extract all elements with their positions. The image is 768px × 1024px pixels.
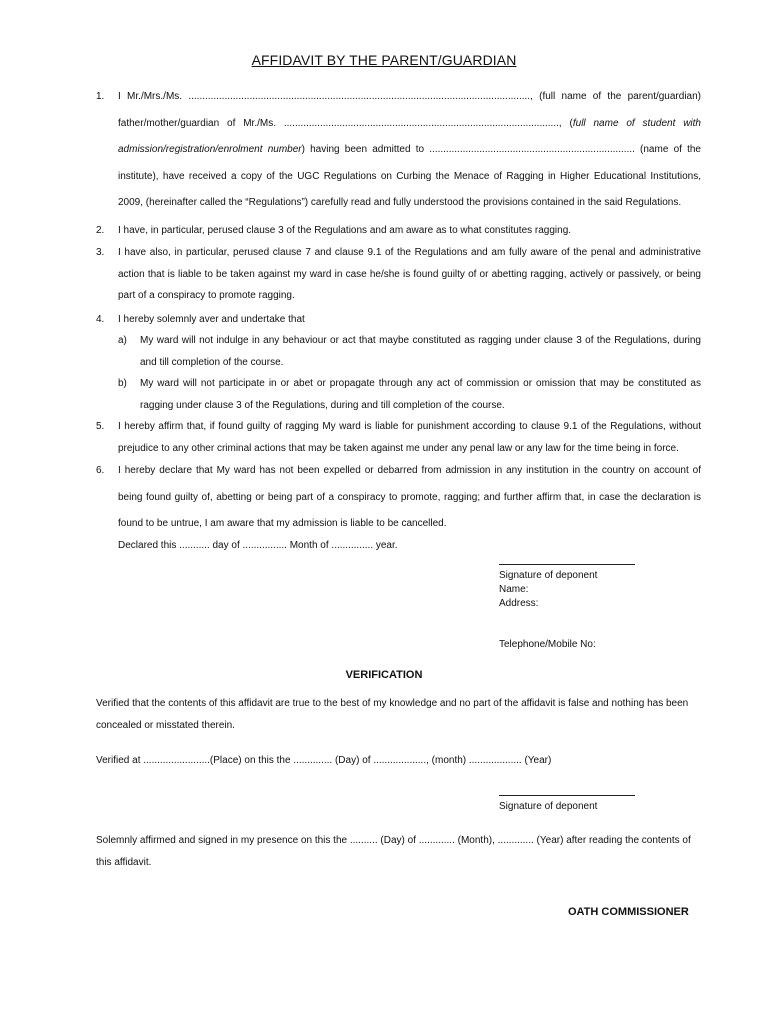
- clause-number: 6.: [96, 465, 105, 476]
- signature-label: Signature of deponent: [499, 801, 598, 812]
- name-label: Name:: [499, 584, 529, 595]
- verified-at-line: Verified at ........................(Place) on this the .............. (Day) of ..................., (month) ................... (Year): [96, 755, 552, 766]
- oath-commissioner-label: OATH COMMISSIONER: [568, 906, 689, 918]
- clause-4a: [118, 330, 701, 373]
- affirmation-statement: Solemnly affirmed and signed in my presence on this the .......... (Day) of ............. (Month), ............. (Year) after reading the contents of this affidavit.: [96, 835, 691, 868]
- clause-2: [96, 220, 701, 242]
- clause-text: [118, 84, 701, 217]
- address-label: Address:: [499, 598, 539, 609]
- deponent-signature-block: [499, 556, 635, 611]
- clause-number: 4.: [96, 314, 105, 325]
- document-title: AFFIDAVIT BY THE PARENT/GUARDIAN: [251, 52, 517, 68]
- clause-text: My ward will not indulge in any behaviour or act that maybe constituted as ragging under clause 3 of the Regulations, during and till completion of the course.: [140, 335, 701, 368]
- clause-number: 1.: [96, 91, 105, 102]
- clause-number: 2.: [96, 225, 105, 236]
- clause-number: 5.: [96, 421, 105, 432]
- verification-signature-block: [499, 787, 635, 814]
- telephone-label: Telephone/Mobile No:: [499, 639, 596, 650]
- signature-line: [499, 556, 635, 565]
- clause-1-text-b: ) having been admitted to .......................................................................... (name of the institute), have received a copy of the UGC Regulations on Curbing the Menace of Ragging in Higher Educational Institutions, 2009, (hereinafter called the “Regulations”) carefully read and fully understood the provisions contained in the said Regulations.: [118, 144, 701, 208]
- clause-4: [96, 309, 701, 331]
- clause-3: [96, 242, 701, 307]
- clause-1-text-italic: full name of student with admission/registration/enrolment number: [118, 117, 701, 155]
- verification-statement: Verified that the contents of this affidavit are true to the best of my knowledge and no part of the affidavit is false and nothing has been concealed or misstated therein.: [96, 698, 689, 731]
- clause-5: [96, 416, 701, 459]
- clause-text: I have, in particular, perused clause 3 of the Regulations and am aware as to what constitutes ragging.: [118, 225, 572, 236]
- clause-number: b): [118, 378, 127, 389]
- signature-label: Signature of deponent: [499, 570, 598, 581]
- clause-1-text-a: I Mr./Mrs./Ms. ..........................................................................................................................., (full name of the parent/guardian) father/mother/guardian of Mr./Ms. ..................................................................................................., (: [118, 91, 701, 129]
- clause-number: a): [118, 335, 127, 346]
- clause-text: I hereby solemnly aver and undertake that: [118, 314, 305, 325]
- clause-number: 3.: [96, 247, 105, 258]
- clause-text: I hereby declare that My ward has not been expelled or debarred from admission in any institution in the country on account of being found guilty of, abetting or being part of a conspiracy to promote, ragging; and further affirm that, in case the declaration is found to be untrue, I am aware that my admission is liable to be cancelled.: [118, 465, 701, 529]
- clause-text: I hereby affirm that, if found guilty of ragging My ward is liable for punishment according to clause 9.1 of the Regulations, without prejudice to any other criminal actions that may be taken against me under any penal law or any law for the time being in force.: [118, 421, 701, 454]
- clause-text: I have also, in particular, perused clause 7 and clause 9.1 of the Regulations and am fully aware of the penal and administrative action that is liable to be taken against my ward in case he/she is found guilty of or abetting ragging, actively or passively, or being part of a conspiracy to promote ragging.: [118, 247, 701, 301]
- clause-6: [96, 458, 701, 538]
- signature-line: [499, 787, 635, 796]
- clause-text: My ward will not participate in or abet or propagate through any act of commission or omission that may be constituted as ragging under clause 3 of the Regulations, during and till completion of the course.: [140, 378, 701, 411]
- verification-title: VERIFICATION: [345, 669, 423, 681]
- clause-1: [96, 84, 701, 217]
- declared-line: Declared this ........... day of ................ Month of ............... year.: [118, 540, 398, 551]
- clause-4b: [118, 373, 701, 416]
